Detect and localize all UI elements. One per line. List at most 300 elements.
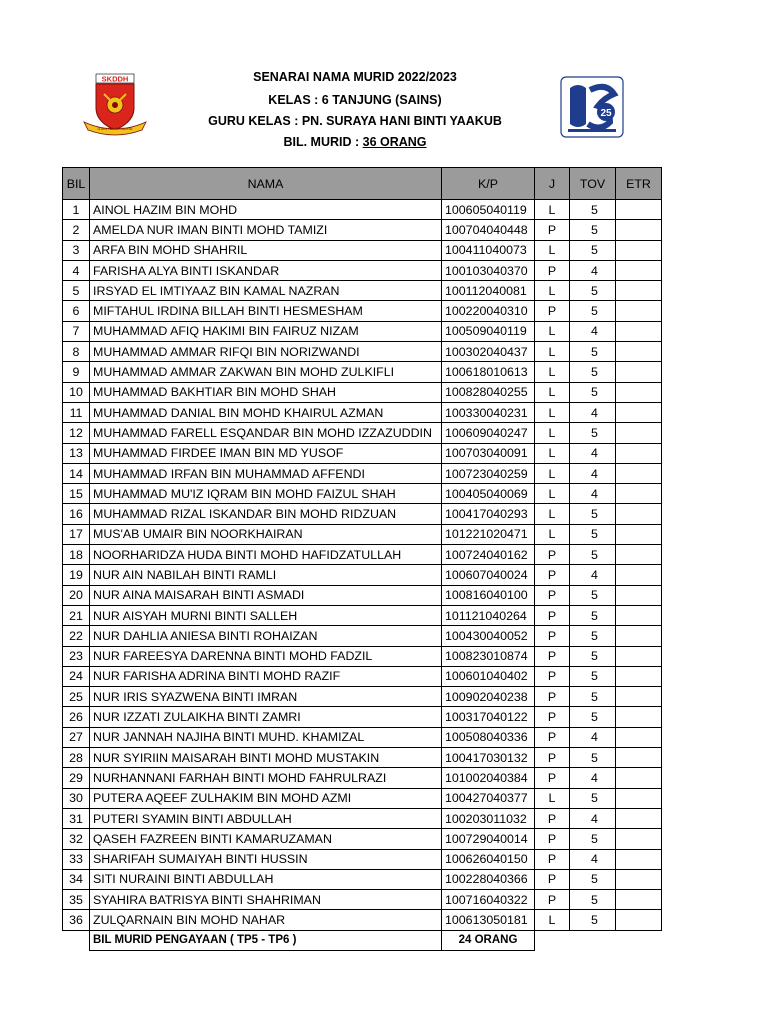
cell-tov xyxy=(570,484,616,504)
cell-nama: MUHAMMAD AMMAR ZAKWAN BIN MOHD ZULKIFLI xyxy=(90,362,442,382)
cell-bil: 21 xyxy=(63,605,90,625)
cell-etr xyxy=(616,707,662,727)
cell-nama: NUR FARISHA ADRINA BINTI MOHD RAZIF xyxy=(90,666,442,686)
summary-spacer xyxy=(63,930,90,950)
cell-tov xyxy=(570,402,616,422)
cell-bil: 23 xyxy=(63,646,90,666)
cell-etr xyxy=(616,666,662,686)
summary-row xyxy=(63,930,662,950)
cell-bil: 33 xyxy=(63,849,90,869)
student-list-table xyxy=(62,167,662,951)
cell-bil: 13 xyxy=(63,443,90,463)
table-row xyxy=(63,585,662,605)
cell-jantina: L xyxy=(535,240,570,260)
cell-jantina: P xyxy=(535,849,570,869)
summary-spacer xyxy=(570,930,616,950)
cell-jantina: L xyxy=(535,402,570,422)
table-row xyxy=(63,849,662,869)
tov-value: 5 xyxy=(591,243,598,258)
cell-nama: NUR FAREESYA DARENNA BINTI MOHD FADZIL xyxy=(90,646,442,666)
cell-nama: SITI NURAINI BINTI ABDULLAH xyxy=(90,869,442,889)
cell-tov xyxy=(570,808,616,828)
cell-etr xyxy=(616,910,662,930)
cell-jantina: L xyxy=(535,321,570,341)
cell-etr xyxy=(616,869,662,889)
tov-value: 5 xyxy=(591,283,598,298)
cell-bil: 31 xyxy=(63,808,90,828)
tov-value: 5 xyxy=(591,831,598,846)
cell-nama: SYAHIRA BATRISYA BINTI SHAHRIMAN xyxy=(90,890,442,910)
cell-kp: 100724040162 xyxy=(442,545,535,565)
cell-kp: 100317040122 xyxy=(442,707,535,727)
cell-tov xyxy=(570,768,616,788)
cell-bil: 1 xyxy=(63,200,90,220)
tov-value: 4 xyxy=(591,263,598,278)
table-row xyxy=(63,605,662,625)
tov-value: 5 xyxy=(591,304,598,319)
cell-bil: 35 xyxy=(63,890,90,910)
cell-tov xyxy=(570,240,616,260)
cell-kp: 100417040293 xyxy=(442,504,535,524)
cell-kp: 100609040247 xyxy=(442,423,535,443)
cell-etr xyxy=(616,240,662,260)
table-row xyxy=(63,808,662,828)
table-row xyxy=(63,504,662,524)
column-header-j: J xyxy=(535,168,570,200)
cell-etr xyxy=(616,788,662,808)
cell-jantina: P xyxy=(535,727,570,747)
cell-nama: MUHAMMAD AFIQ HAKIMI BIN FAIRUZ NIZAM xyxy=(90,321,442,341)
table-row xyxy=(63,281,662,301)
cell-nama: NUR IRIS SYAZWENA BINTI IMRAN xyxy=(90,687,442,707)
table-row xyxy=(63,727,662,747)
tov-value: 5 xyxy=(591,628,598,643)
table-row xyxy=(63,545,662,565)
cell-tov xyxy=(570,727,616,747)
cell-jantina: P xyxy=(535,626,570,646)
cell-nama: MUS'AB UMAIR BIN NOORKHAIRAN xyxy=(90,524,442,544)
table-row xyxy=(63,869,662,889)
cell-jantina: P xyxy=(535,707,570,727)
cell-etr xyxy=(616,362,662,382)
column-header-nama: NAMA xyxy=(90,168,442,200)
tov-value: 4 xyxy=(591,730,598,745)
cell-jantina: P xyxy=(535,666,570,686)
summary-label: BIL MURID PENGAYAAN ( TP5 - TP6 ) xyxy=(90,930,442,950)
cell-nama: NURHANNANI FARHAH BINTI MOHD FAHRULRAZI xyxy=(90,768,442,788)
cell-nama: MUHAMMAD BAKHTIAR BIN MOHD SHAH xyxy=(90,382,442,402)
cell-jantina: P xyxy=(535,808,570,828)
cell-tov xyxy=(570,565,616,585)
cell-etr xyxy=(616,463,662,483)
cell-bil: 18 xyxy=(63,545,90,565)
cell-bil: 20 xyxy=(63,585,90,605)
tov-value: 4 xyxy=(591,446,598,461)
cell-tov xyxy=(570,666,616,686)
cell-etr xyxy=(616,646,662,666)
svg-text:ILMU NILAI MURNI: ILMU NILAI MURNI xyxy=(97,126,133,131)
cell-kp: 100228040366 xyxy=(442,869,535,889)
cell-kp: 100509040119 xyxy=(442,321,535,341)
column-header-bil: BIL xyxy=(63,168,90,200)
cell-tov xyxy=(570,707,616,727)
tov-value: 5 xyxy=(591,689,598,704)
cell-nama: MIFTAHUL IRDINA BILLAH BINTI HESMESHAM xyxy=(90,301,442,321)
tov-value: 4 xyxy=(591,466,598,481)
table-row xyxy=(63,301,662,321)
cell-bil: 14 xyxy=(63,463,90,483)
cell-bil: 24 xyxy=(63,666,90,686)
cell-bil: 22 xyxy=(63,626,90,646)
cell-nama: MUHAMMAD MU'IZ IQRAM BIN MOHD FAIZUL SHAH xyxy=(90,484,442,504)
cell-etr xyxy=(616,829,662,849)
cell-etr xyxy=(616,585,662,605)
cell-kp: 100613050181 xyxy=(442,910,535,930)
tov-value: 5 xyxy=(591,547,598,562)
cell-tov xyxy=(570,545,616,565)
tov-value: 5 xyxy=(591,344,598,359)
cell-etr xyxy=(616,605,662,625)
table-row xyxy=(63,321,662,341)
cell-kp: 100828040255 xyxy=(442,382,535,402)
cell-etr xyxy=(616,545,662,565)
cell-kp: 100203011032 xyxy=(442,808,535,828)
table-row xyxy=(63,910,662,930)
tov-value: 5 xyxy=(591,608,598,623)
table-row xyxy=(63,402,662,422)
cell-jantina: P xyxy=(535,768,570,788)
cell-tov xyxy=(570,200,616,220)
school-crest-logo xyxy=(82,72,148,136)
cell-nama: MUHAMMAD RIZAL ISKANDAR BIN MOHD RIDZUAN xyxy=(90,504,442,524)
student-count-label: BIL. MURID : xyxy=(283,135,363,149)
cell-bil: 25 xyxy=(63,687,90,707)
table-row xyxy=(63,423,662,443)
cell-bil: 10 xyxy=(63,382,90,402)
cell-jantina: P xyxy=(535,220,570,240)
cell-nama: NUR JANNAH NAJIHA BINTI MUHD. KHAMIZAL xyxy=(90,727,442,747)
table-row xyxy=(63,707,662,727)
cell-bil: 7 xyxy=(63,321,90,341)
table-row xyxy=(63,829,662,849)
summary-value: 24 ORANG xyxy=(442,930,535,950)
table-row xyxy=(63,626,662,646)
cell-jantina: P xyxy=(535,646,570,666)
tov-value: 5 xyxy=(591,527,598,542)
table-header-row xyxy=(63,168,662,200)
summary-spacer xyxy=(535,930,570,950)
table-row xyxy=(63,748,662,768)
cell-tov xyxy=(570,382,616,402)
table-row xyxy=(63,200,662,220)
cell-kp: 100411040073 xyxy=(442,240,535,260)
table-row xyxy=(63,890,662,910)
cell-bil: 15 xyxy=(63,484,90,504)
cell-jantina: L xyxy=(535,504,570,524)
cell-jantina: L xyxy=(535,362,570,382)
cell-nama: NUR AIN NABILAH BINTI RAMLI xyxy=(90,565,442,585)
cell-jantina: P xyxy=(535,565,570,585)
cell-etr xyxy=(616,748,662,768)
cell-nama: IRSYAD EL IMTIYAAZ BIN KAMAL NAZRAN xyxy=(90,281,442,301)
cell-etr xyxy=(616,687,662,707)
tov-value: 4 xyxy=(591,852,598,867)
cell-nama: MUHAMMAD FARELL ESQANDAR BIN MOHD IZZAZUDDIN xyxy=(90,423,442,443)
cell-etr xyxy=(616,565,662,585)
cell-kp: 100405040069 xyxy=(442,484,535,504)
table-row xyxy=(63,240,662,260)
tov-value: 5 xyxy=(591,892,598,907)
cell-jantina: L xyxy=(535,788,570,808)
cell-etr xyxy=(616,220,662,240)
cell-kp: 100330040231 xyxy=(442,402,535,422)
tov-value: 5 xyxy=(591,588,598,603)
student-count-line xyxy=(150,135,560,149)
cell-nama: MUHAMMAD DANIAL BIN MOHD KHAIRUL AZMAN xyxy=(90,402,442,422)
cell-nama: NUR IZZATI ZULAIKHA BINTI ZAMRI xyxy=(90,707,442,727)
cell-bil: 26 xyxy=(63,707,90,727)
cell-kp: 100220040310 xyxy=(442,301,535,321)
cell-nama: NUR SYIRIIN MAISARAH BINTI MOHD MUSTAKIN xyxy=(90,748,442,768)
cell-bil: 2 xyxy=(63,220,90,240)
tov-value: 4 xyxy=(591,405,598,420)
cell-tov xyxy=(570,585,616,605)
cell-nama: NUR AINA MAISARAH BINTI ASMADI xyxy=(90,585,442,605)
cell-kp: 100605040119 xyxy=(442,200,535,220)
tov-value: 5 xyxy=(591,669,598,684)
cell-etr xyxy=(616,260,662,280)
table-row xyxy=(63,382,662,402)
cell-tov xyxy=(570,220,616,240)
cell-tov xyxy=(570,687,616,707)
cell-kp: 100112040081 xyxy=(442,281,535,301)
cell-jantina: P xyxy=(535,890,570,910)
cell-kp: 100816040100 xyxy=(442,585,535,605)
table-row xyxy=(63,484,662,504)
cell-etr xyxy=(616,524,662,544)
cell-nama: MUHAMMAD FIRDEE IMAN BIN MD YUSOF xyxy=(90,443,442,463)
cell-tov xyxy=(570,362,616,382)
cell-tov xyxy=(570,748,616,768)
cell-nama: QASEH FAZREEN BINTI KAMARUZAMAN xyxy=(90,829,442,849)
document-title: SENARAI NAMA MURID 2022/2023 xyxy=(253,70,457,84)
cell-bil: 9 xyxy=(63,362,90,382)
table-row xyxy=(63,260,662,280)
cell-jantina: L xyxy=(535,463,570,483)
cell-kp: 100902040238 xyxy=(442,687,535,707)
cell-jantina: P xyxy=(535,605,570,625)
cell-tov xyxy=(570,788,616,808)
class-line: KELAS : 6 TANJUNG (SAINS) xyxy=(268,93,442,107)
cell-bil: 34 xyxy=(63,869,90,889)
cell-tov xyxy=(570,321,616,341)
cell-bil: 6 xyxy=(63,301,90,321)
cell-jantina: P xyxy=(535,585,570,605)
column-header-kp: K/P xyxy=(442,168,535,200)
cell-tov xyxy=(570,626,616,646)
table-row xyxy=(63,646,662,666)
cell-etr xyxy=(616,402,662,422)
cell-nama: NUR AISYAH MURNI BINTI SALLEH xyxy=(90,605,442,625)
tov-value: 5 xyxy=(591,222,598,237)
cell-kp: 100103040370 xyxy=(442,260,535,280)
cell-tov xyxy=(570,281,616,301)
cell-kp: 101221020471 xyxy=(442,524,535,544)
summary-spacer xyxy=(616,930,662,950)
cell-etr xyxy=(616,301,662,321)
table-row xyxy=(63,463,662,483)
teacher-line: GURU KELAS : PN. SURAYA HANI BINTI YAAKUB xyxy=(208,114,502,128)
cell-nama: PUTERA AQEEF ZULHAKIM BIN MOHD AZMI xyxy=(90,788,442,808)
svg-text:25: 25 xyxy=(600,108,612,119)
table-row xyxy=(63,565,662,585)
column-header-etr: ETR xyxy=(616,168,662,200)
tov-value: 5 xyxy=(591,750,598,765)
cell-nama: FARISHA ALYA BINTI ISKANDAR xyxy=(90,260,442,280)
tov-value: 5 xyxy=(591,365,598,380)
tov-value: 5 xyxy=(591,872,598,887)
cell-tov xyxy=(570,910,616,930)
cell-jantina: L xyxy=(535,484,570,504)
cell-bil: 27 xyxy=(63,727,90,747)
cell-nama: NUR DAHLIA ANIESA BINTI ROHAIZAN xyxy=(90,626,442,646)
cell-nama: AINOL HAZIM BIN MOHD xyxy=(90,200,442,220)
tov-value: 5 xyxy=(591,202,598,217)
table-row xyxy=(63,342,662,362)
cell-tov xyxy=(570,443,616,463)
cell-bil: 32 xyxy=(63,829,90,849)
cell-etr xyxy=(616,423,662,443)
cell-kp: 101121040264 xyxy=(442,605,535,625)
cell-etr xyxy=(616,382,662,402)
cell-etr xyxy=(616,342,662,362)
table-row xyxy=(63,443,662,463)
cell-nama: MUHAMMAD AMMAR RIFQI BIN NORIZWANDI xyxy=(90,342,442,362)
cell-tov xyxy=(570,605,616,625)
tov-value: 5 xyxy=(591,425,598,440)
tov-value: 5 xyxy=(591,507,598,522)
table-row xyxy=(63,788,662,808)
cell-etr xyxy=(616,890,662,910)
cell-etr xyxy=(616,626,662,646)
tov-value: 5 xyxy=(591,710,598,725)
tov-value: 4 xyxy=(591,567,598,582)
cell-etr xyxy=(616,849,662,869)
anniversary-badge-logo xyxy=(560,76,624,138)
cell-nama: PUTERI SYAMIN BINTI ABDULLAH xyxy=(90,808,442,828)
cell-etr xyxy=(616,727,662,747)
cell-tov xyxy=(570,342,616,362)
table-row xyxy=(63,768,662,788)
column-header-tov: TOV xyxy=(570,168,616,200)
cell-kp: 101002040384 xyxy=(442,768,535,788)
cell-kp: 100703040091 xyxy=(442,443,535,463)
cell-etr xyxy=(616,443,662,463)
cell-kp: 100417030132 xyxy=(442,748,535,768)
cell-bil: 8 xyxy=(63,342,90,362)
cell-nama: ZULQARNAIN BIN MOHD NAHAR xyxy=(90,910,442,930)
tov-value: 4 xyxy=(591,324,598,339)
cell-jantina: L xyxy=(535,200,570,220)
cell-tov xyxy=(570,524,616,544)
cell-tov xyxy=(570,646,616,666)
tov-value: 5 xyxy=(591,791,598,806)
cell-bil: 16 xyxy=(63,504,90,524)
cell-kp: 100716040322 xyxy=(442,890,535,910)
cell-tov xyxy=(570,260,616,280)
cell-jantina: P xyxy=(535,545,570,565)
cell-tov xyxy=(570,423,616,443)
cell-jantina: L xyxy=(535,910,570,930)
cell-bil: 12 xyxy=(63,423,90,443)
cell-kp: 100704040448 xyxy=(442,220,535,240)
tov-value: 5 xyxy=(591,385,598,400)
cell-tov xyxy=(570,869,616,889)
cell-jantina: P xyxy=(535,301,570,321)
cell-jantina: L xyxy=(535,281,570,301)
cell-etr xyxy=(616,808,662,828)
cell-kp: 100302040437 xyxy=(442,342,535,362)
cell-nama: SHARIFAH SUMAIYAH BINTI HUSSIN xyxy=(90,849,442,869)
table-row xyxy=(63,220,662,240)
cell-tov xyxy=(570,829,616,849)
cell-bil: 11 xyxy=(63,402,90,422)
cell-bil: 30 xyxy=(63,788,90,808)
cell-etr xyxy=(616,768,662,788)
cell-jantina: P xyxy=(535,869,570,889)
cell-tov xyxy=(570,504,616,524)
svg-text:SKDDH: SKDDH xyxy=(101,74,129,84)
cell-etr xyxy=(616,321,662,341)
cell-etr xyxy=(616,281,662,301)
table-row xyxy=(63,666,662,686)
cell-bil: 5 xyxy=(63,281,90,301)
cell-jantina: L xyxy=(535,382,570,402)
cell-jantina: P xyxy=(535,829,570,849)
tov-value: 5 xyxy=(591,913,598,928)
cell-jantina: L xyxy=(535,443,570,463)
cell-tov xyxy=(570,849,616,869)
table-row xyxy=(63,524,662,544)
cell-etr xyxy=(616,504,662,524)
cell-jantina: P xyxy=(535,687,570,707)
cell-jantina: L xyxy=(535,342,570,362)
tov-value: 4 xyxy=(591,811,598,826)
cell-nama: AMELDA NUR IMAN BINTI MOHD TAMIZI xyxy=(90,220,442,240)
cell-kp: 100607040024 xyxy=(442,565,535,585)
cell-kp: 100823010874 xyxy=(442,646,535,666)
cell-kp: 100626040150 xyxy=(442,849,535,869)
cell-bil: 17 xyxy=(63,524,90,544)
cell-bil: 28 xyxy=(63,748,90,768)
table-row xyxy=(63,362,662,382)
cell-kp: 100618010613 xyxy=(442,362,535,382)
student-count-value: 36 ORANG xyxy=(362,135,427,149)
cell-kp: 100601040402 xyxy=(442,666,535,686)
cell-kp: 100427040377 xyxy=(442,788,535,808)
cell-jantina: L xyxy=(535,423,570,443)
cell-bil: 36 xyxy=(63,910,90,930)
cell-tov xyxy=(570,463,616,483)
cell-jantina: P xyxy=(535,260,570,280)
cell-nama: NOORHARIDZA HUDA BINTI MOHD HAFIDZATULLAH xyxy=(90,545,442,565)
cell-kp: 100723040259 xyxy=(442,463,535,483)
cell-nama: MUHAMMAD IRFAN BIN MUHAMMAD AFFENDI xyxy=(90,463,442,483)
tov-value: 4 xyxy=(591,486,598,501)
cell-kp: 100430040052 xyxy=(442,626,535,646)
tov-value: 4 xyxy=(591,770,598,785)
cell-bil: 4 xyxy=(63,260,90,280)
